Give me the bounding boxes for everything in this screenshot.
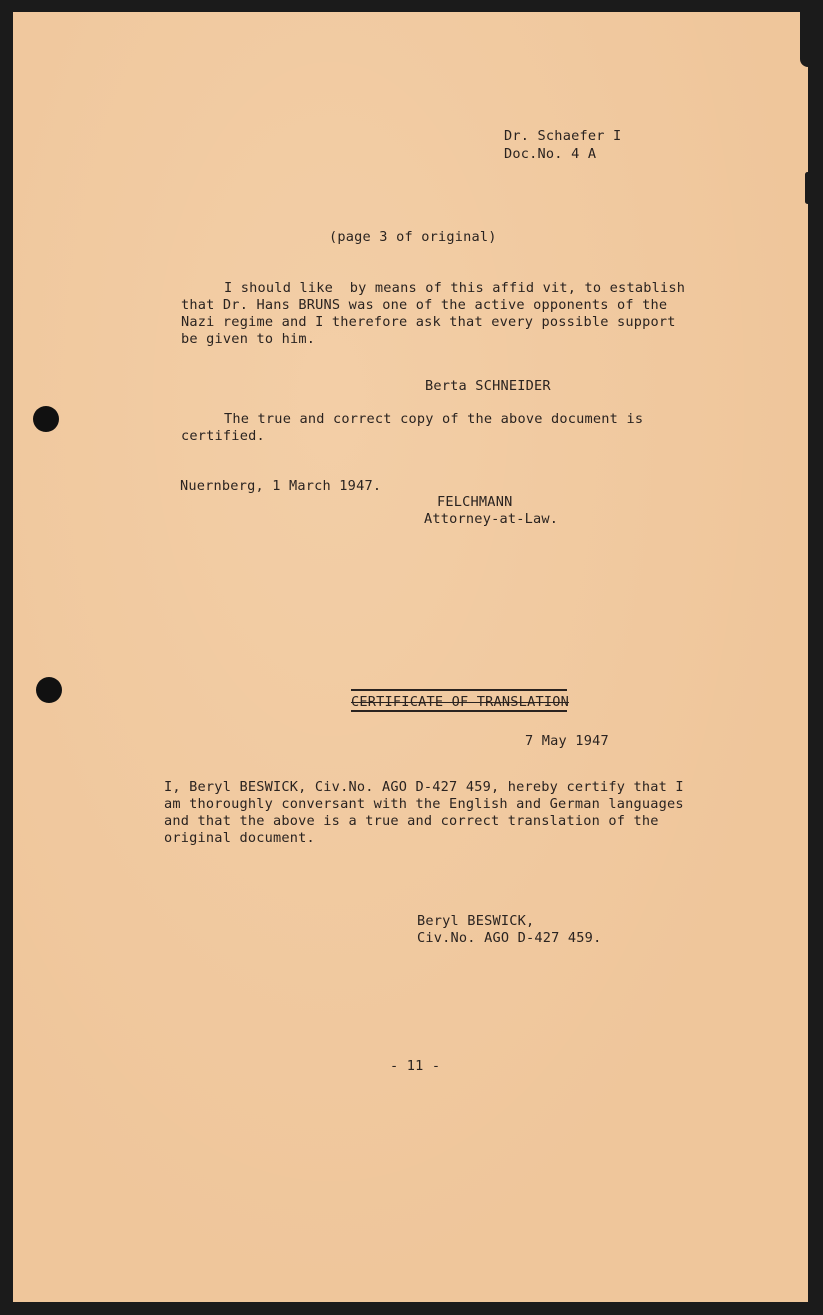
punch-hole-bottom	[36, 677, 62, 703]
page-number: - 11 -	[390, 1058, 441, 1074]
certificate-line-2: am thoroughly conversant with the English and German languages	[164, 796, 684, 812]
affidavit-line-4: be given to him.	[181, 331, 316, 347]
certificate-title-overline	[351, 689, 567, 691]
affidavit-line-3: Nazi regime and I therefore ask that every possible support	[181, 314, 676, 330]
translator-signature-name: Beryl BESWICK,	[417, 913, 535, 929]
affidavit-line-1: I should like by means of this affid vit, to establish	[224, 280, 686, 296]
certificate-title: CERTIFICATE OF TRANSLATION	[351, 694, 569, 710]
certification-line-1: The true and correct copy of the above document is	[224, 411, 644, 427]
punch-hole-top	[33, 406, 59, 432]
certification-place-date: Nuernberg, 1 March 1947.	[180, 478, 382, 494]
header-doc-number: Doc.No. 4 A	[504, 146, 597, 162]
certificate-date: 7 May 1947	[525, 733, 609, 749]
certification-line-2: certified.	[181, 428, 265, 444]
affidavit-signature: Berta SCHNEIDER	[425, 378, 551, 394]
affidavit-line-2: that Dr. Hans BRUNS was one of the active opponents of the	[181, 297, 668, 313]
certificate-title-underline	[351, 710, 567, 712]
torn-edge-top	[800, 12, 810, 67]
header-author: Dr. Schaefer I	[504, 128, 622, 144]
document-page	[13, 12, 808, 1302]
certification-signer-title: Attorney-at-Law.	[424, 511, 559, 527]
certificate-line-1: I, Beryl BESWICK, Civ.No. AGO D-427 459, hereby certify that I	[164, 779, 684, 795]
torn-edge-middle	[805, 172, 810, 204]
translator-civ-number: Civ.No. AGO D-427 459.	[417, 930, 602, 946]
certificate-line-4: original document.	[164, 830, 315, 846]
certificate-line-3: and that the above is a true and correct translation of the	[164, 813, 659, 829]
certification-signer-name: FELCHMANN	[437, 494, 513, 510]
page-note: (page 3 of original)	[329, 229, 497, 245]
